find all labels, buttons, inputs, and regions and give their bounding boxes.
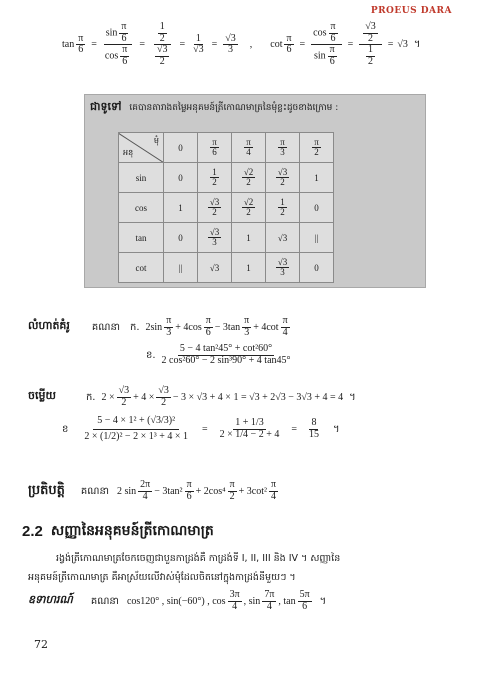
table-cell-fraction: $\frac{1}{2}$: [212, 166, 217, 187]
page-number: 72: [34, 638, 48, 651]
table-cell-value: 0: [178, 142, 183, 153]
table-cell-fraction: $\frac{√3}{2}$: [209, 196, 220, 217]
answer-part-b: ខ $\frac{\text{5 − 4 × 1² + (√3/3)²}}{\text{2 × (1/2)² − 2 × 1³ + 4 × 1}}$ = $\frac{1 + 1/3}{2 \times 1/4 - 2 + 4}$ = $\frac{8}{15}$ ។: [62, 415, 340, 442]
angle-header-cell: [300, 133, 334, 163]
section-title: សញ្ញានៃអនុគមន៍ត្រីកោណមាត្រ: [50, 523, 214, 539]
diagonal-header: [119, 133, 163, 162]
corner-function-label: អនុ: [123, 148, 134, 157]
brand-header: PROEUS DARA: [370, 6, 452, 16]
exercise-label: លំហាត់គំរូ: [28, 319, 70, 332]
angle-header-cell: [164, 133, 198, 163]
table-cell-value: 0: [178, 232, 183, 243]
table-cell-value: ||: [314, 232, 319, 243]
table-cell: [232, 253, 266, 283]
table-cell: [164, 163, 198, 193]
function-name-cell: tan: [119, 223, 164, 253]
corner-angle-label: មុំ: [153, 136, 159, 145]
exercise-block: លំហាត់គំរូ គណនា ក. 2sin $\frac{\pi}{3}$ + 4cos $\frac{\pi}{6}$ − 3tan $\frac{\pi}{3}$ + 4cot $\frac{\pi}{4}$: [28, 315, 288, 338]
table-cell: [266, 163, 300, 193]
table-cell: [198, 253, 232, 283]
table-cell: [300, 253, 334, 283]
table-cell: [232, 223, 266, 253]
table-cell: [164, 223, 198, 253]
general-label: ជាទូទៅ: [90, 100, 122, 113]
practice-block: ប្រតិបត្តិ គណនា 2 sin $\frac{2\pi}{4}$ − 3tan² $\frac{\pi}{6}$ + 2cos⁴ $\frac{\pi}{2}$ + 3cot² $\frac{\pi}{4}$: [28, 479, 277, 502]
table-cell-fraction: $\frac{\pi}{3}$: [280, 136, 285, 157]
trig-values-table: [118, 132, 334, 283]
table-caption: គេបានតារាងតម្លៃអនុគមន៍ត្រីកោណមាត្រនៃមុំខ្លះដូចខាងក្រោម :: [129, 102, 339, 113]
table-cell-value: 0: [314, 262, 319, 273]
sin-over-cos-fraction: sin $\frac{\pi}{6}$ cos $\frac{\pi}{6}$: [103, 22, 133, 67]
tan-arg-fraction: $\frac{\pi}{6}$: [78, 32, 84, 55]
practice-label: ប្រតិបត្តិ: [28, 482, 65, 498]
table-cell: [266, 253, 300, 283]
section-number: 2.2: [22, 523, 43, 540]
table-cell-value: 1: [246, 262, 251, 273]
table-cell-fraction: $\frac{√2}{2}$: [243, 166, 254, 187]
compound-fraction: $\frac{\frac{1}{2}}{\frac{√3}{2}}$: [151, 22, 174, 67]
table-cell-value: 0: [314, 202, 319, 213]
table-cell: [232, 163, 266, 193]
top-formula: tan $\frac{\pi}{6}$ = sin $\frac{\pi}{6}$ cos $\frac{\pi}{6}$ = $\frac{\frac{1}{2}}{\frac{√3}{2}}$ = $\frac{1}{√3}$ = $\frac{√3}{3}$ , cot $\frac{\pi}{6}$ = cos $\frac{\pi}{6}$ sin $\frac{\pi}{6}$ = $\frac{\frac{√3}{2}}{\frac{1}{2}}$ = √3 ។: [62, 21, 421, 67]
exercise-instruction: គណនា: [91, 321, 120, 333]
table-cell-value: 1: [178, 202, 183, 213]
section-paragraph-line-1: រង្វង់ត្រីកោណមាត្រចែកចេញជាបួនកាដ្រង់គឺ កាដ្រង់ទី I, II, III និង IV ។ សញ្ញានៃ: [56, 553, 341, 564]
angle-header-cell: [266, 133, 300, 163]
table-row: [119, 193, 334, 223]
table-cell: [198, 163, 232, 193]
table-cell-value: 1: [246, 232, 251, 243]
section-paragraph-line-2: អនុគមន៍ត្រីកោណមាត្រ គឺអាស្រ័យលើវាស់មុំដែលចិតនៅក្នុងកាដ្រង់នីមួយៗ ។: [28, 572, 296, 583]
table-cell-fraction: $\frac{√3}{2}$: [277, 166, 288, 187]
section-heading: [22, 521, 214, 542]
tan-label: tan: [62, 39, 75, 50]
table-cell: [300, 193, 334, 223]
table-cell-fraction: $\frac{√3}{3}$: [277, 256, 288, 277]
table-cell-value: √3: [277, 232, 288, 243]
table-cell-fraction: $\frac{\pi}{6}$: [212, 136, 217, 157]
table-cell-fraction: $\frac{√2}{2}$: [243, 196, 254, 217]
cos-over-sin-fraction: cos $\frac{\pi}{6}$ sin $\frac{\pi}{6}$: [311, 22, 341, 67]
table-cell: [198, 193, 232, 223]
table-header-row: [119, 133, 334, 163]
table-cell: [266, 193, 300, 223]
function-name-cell: cot: [119, 253, 164, 283]
table-cell-fraction: $\frac{\pi}{2}$: [314, 136, 319, 157]
table-cell-fraction: $\frac{1}{2}$: [280, 196, 285, 217]
table-cell-value: 0: [178, 172, 183, 183]
table-corner-cell: [119, 133, 164, 163]
table-row: [119, 223, 334, 253]
table-cell-fraction: $\frac{\pi}{4}$: [246, 136, 251, 157]
angle-header-cell: [232, 133, 266, 163]
table-cell: [300, 163, 334, 193]
table-cell: [300, 223, 334, 253]
angle-header-cell: [198, 133, 232, 163]
function-name-cell: sin: [119, 163, 164, 193]
table-cell: [198, 223, 232, 253]
table-cell-value: 1: [314, 172, 319, 183]
exercise-part-b: ខ. $\frac{\text{5 − 4 tan²45° + cot²60°}}{\text{2 cos²60° − 2 sin³90° + 4 tan45°}}$: [146, 343, 291, 366]
cot-label: cot: [270, 39, 283, 50]
table-cell-value: ||: [178, 262, 183, 273]
table-cell: [232, 193, 266, 223]
table-row: [119, 253, 334, 283]
function-name-cell: cos: [119, 193, 164, 223]
answer-label: ចម្លើយ: [28, 389, 56, 402]
table-cell: [164, 253, 198, 283]
example2-label: ឧទាហរណ៍: [28, 593, 73, 606]
table-cell-value: √3: [209, 262, 220, 273]
trig-table-wrapper: [118, 132, 334, 283]
example-panel-title: [90, 100, 338, 116]
example2-block: ឧទាហរណ៍ គណនា cos120° , sin(−60°) , cos $\frac{3\pi}{4}$ , sin $\frac{7\pi}{4}$ , tan $\frac{5\pi}{6}$ ។: [28, 589, 327, 612]
table-cell: [266, 223, 300, 253]
table-cell-fraction: $\frac{√3}{3}$: [209, 226, 220, 247]
table-row: [119, 163, 334, 193]
table-cell: [164, 193, 198, 223]
answer-block: ចម្លើយ ក. 2 × $\frac{√3}{2}$ + 4 × $\frac{√3}{2}$ − 3 × √3 + 4 × 1 = √3 + 2√3 − 3√3 + 4 = 4 ។: [28, 385, 356, 408]
